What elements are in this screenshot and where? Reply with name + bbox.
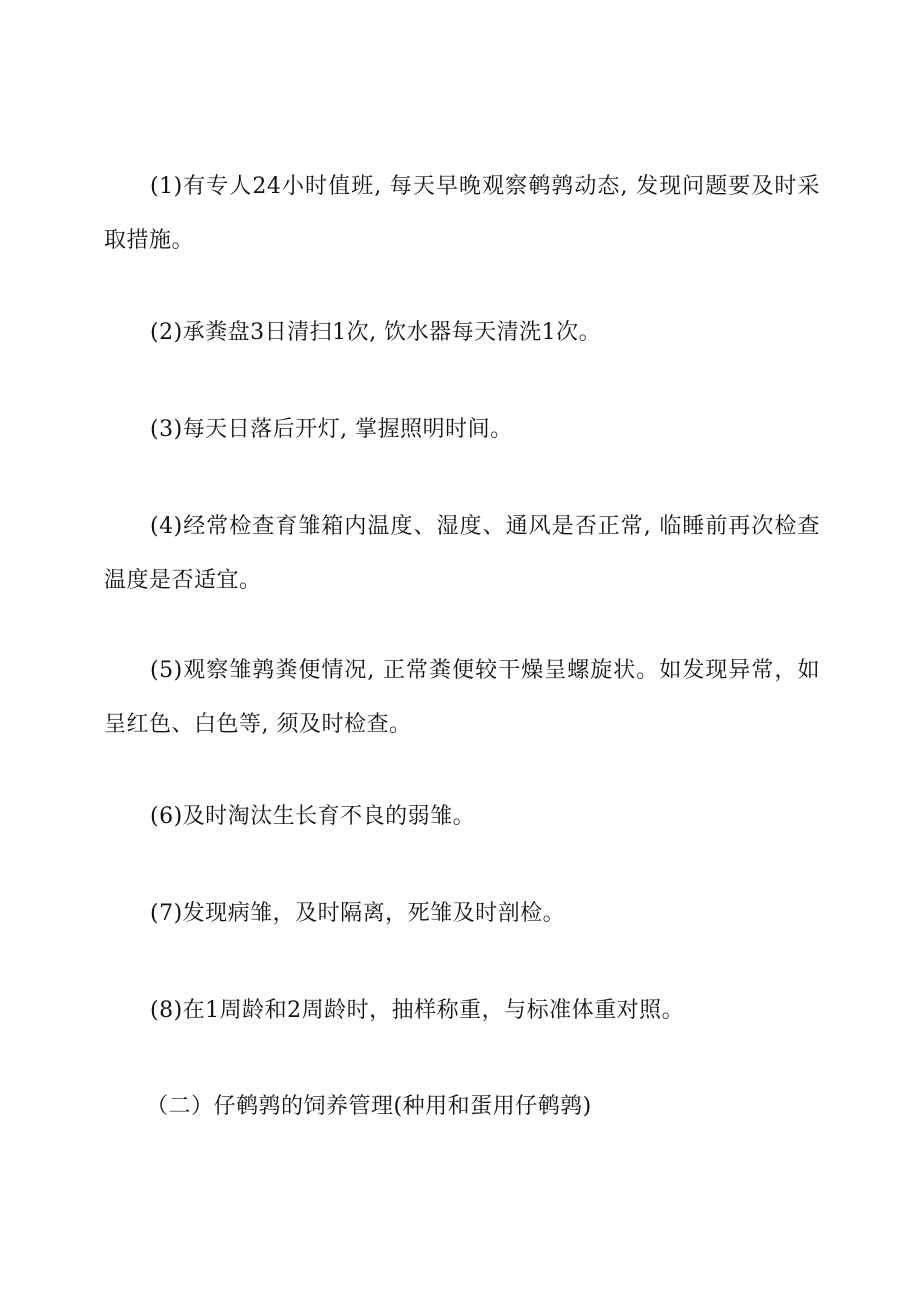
section-heading: （二）仔鹌鹑的饲养管理(种用和蛋用仔鹌鹑): [146, 1094, 592, 1119]
paragraph-item-5: (5)观察雏鹑粪便情况, 正常粪便较干燥呈螺旋状。如发现异常，如呈红色、白色等, 须及时检查。: [104, 658, 820, 737]
paragraph-item-7: (7)发现病雏，及时隔离，死雏及时剖检。: [150, 901, 566, 926]
paragraph-item-8: (8)在1周龄和2周龄时，抽样称重，与标准体重对照。: [150, 998, 685, 1023]
paragraph-item-3: (3)每天日落后开灯, 掌握照明时间。: [150, 417, 513, 442]
paragraph-item-2: (2)承粪盘3日清扫1次, 饮水器每天清洗1次。: [150, 320, 602, 345]
paragraph-item-6: (6)及时淘汰生长育不良的弱雏。: [150, 804, 476, 829]
paragraph-item-4: (4)经常检查育雏箱内温度、湿度、通风是否正常, 临睡前再次检查温度是否适宜。: [104, 514, 820, 593]
paragraph-item-1: (1)有专人24小时值班, 每天早晚观察鹌鹑动态, 发现问题要及时采取措施。: [104, 174, 820, 253]
